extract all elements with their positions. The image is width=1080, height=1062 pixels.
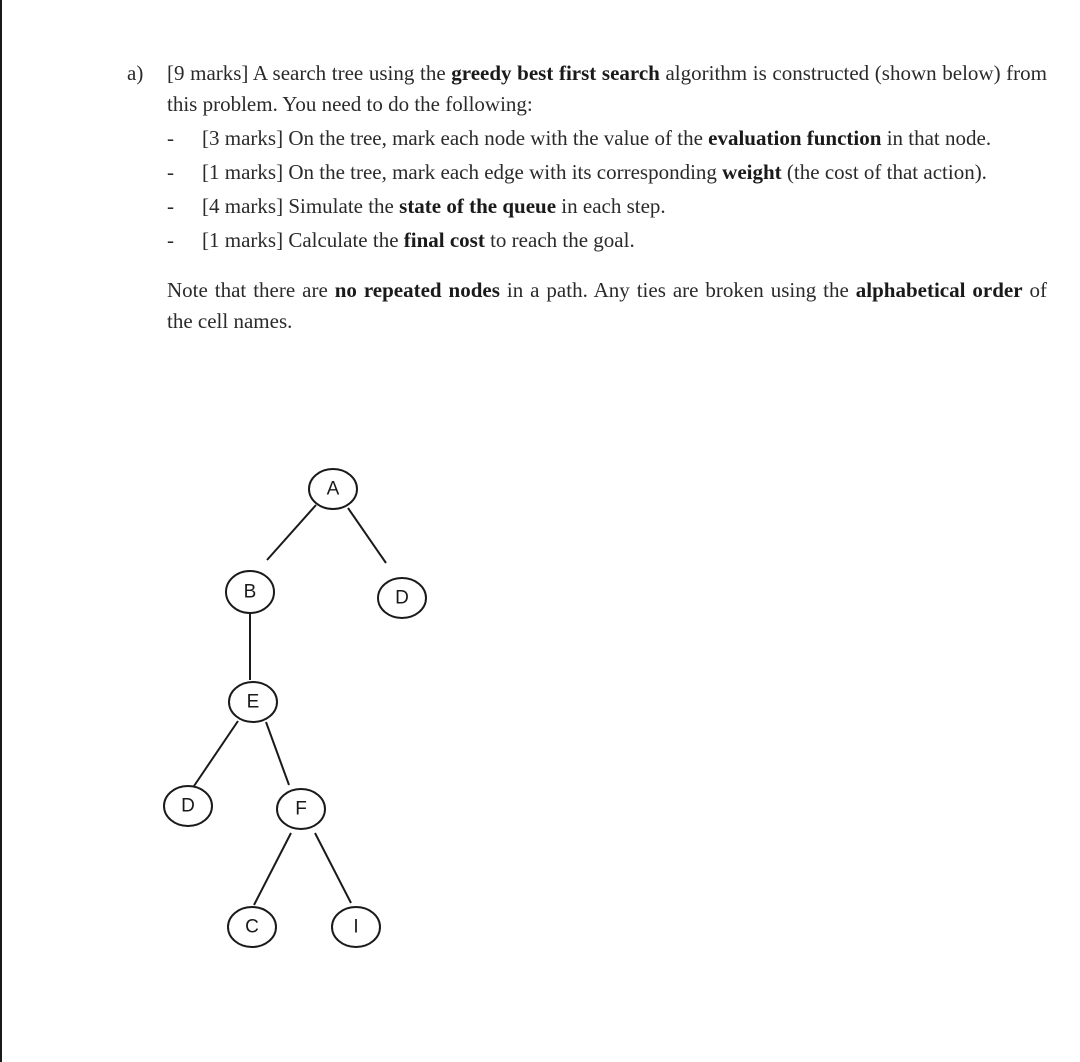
note-bold-1: no repeated nodes <box>334 278 500 302</box>
task-bold: weight <box>722 160 782 184</box>
intro-bold-algorithm: greedy best first search <box>451 61 660 85</box>
task-text-1: Simulate the <box>283 194 400 218</box>
edge-a-d <box>348 508 386 563</box>
edge-a-b <box>267 505 316 560</box>
node-label-a: A <box>326 478 340 500</box>
note-text-1: Note that there are <box>167 278 335 302</box>
task-dash: - <box>167 228 174 252</box>
task-bold: final cost <box>403 228 485 252</box>
task-bold: state of the queue <box>399 194 557 218</box>
note-text-3: of the cell names. <box>167 278 1047 333</box>
edge-f-i <box>315 833 351 903</box>
task-dash: - <box>167 126 174 150</box>
node-label-d: D <box>181 795 195 817</box>
task-text-1: On the tree, mark each node with the value of the <box>283 126 709 150</box>
edge-f-c <box>254 833 291 905</box>
intro-text-2: algorithm is constructed (shown below) from this problem. You need to do the following: <box>167 61 1048 116</box>
task-marks: [1 marks] <box>202 228 284 252</box>
task-marks: [4 marks] <box>202 194 284 218</box>
task-text-1: On the tree, mark each edge with its corresponding <box>283 160 723 184</box>
task-marks: [3 marks] <box>202 126 284 150</box>
note-bold-2: alphabetical order <box>855 278 1023 302</box>
node-label-d: D <box>395 587 409 609</box>
node-label-i: I <box>353 916 359 938</box>
edge-e-d <box>194 721 238 786</box>
question-label: a) <box>127 61 144 85</box>
intro-text-1: A search tree using the <box>248 61 452 85</box>
task-text-2: in each step. <box>556 194 666 218</box>
task-text-1: Calculate the <box>283 228 404 252</box>
task-bold: evaluation function <box>708 126 882 150</box>
note-text-2: in a path. Any ties are broken using the <box>499 278 856 302</box>
task-marks: [1 marks] <box>202 160 284 184</box>
node-label-f: F <box>295 798 307 820</box>
task-text-2: to reach the goal. <box>484 228 635 252</box>
task-text-2: (the cost of that action). <box>781 160 987 184</box>
task-dash: - <box>167 160 174 184</box>
task-text-2: in that node. <box>881 126 992 150</box>
intro-marks: [9 marks] <box>167 61 249 85</box>
node-label-e: E <box>246 691 260 713</box>
node-label-c: C <box>245 916 259 938</box>
task-dash: - <box>167 194 174 218</box>
edge-e-f <box>266 722 289 785</box>
node-label-b: B <box>243 581 257 603</box>
